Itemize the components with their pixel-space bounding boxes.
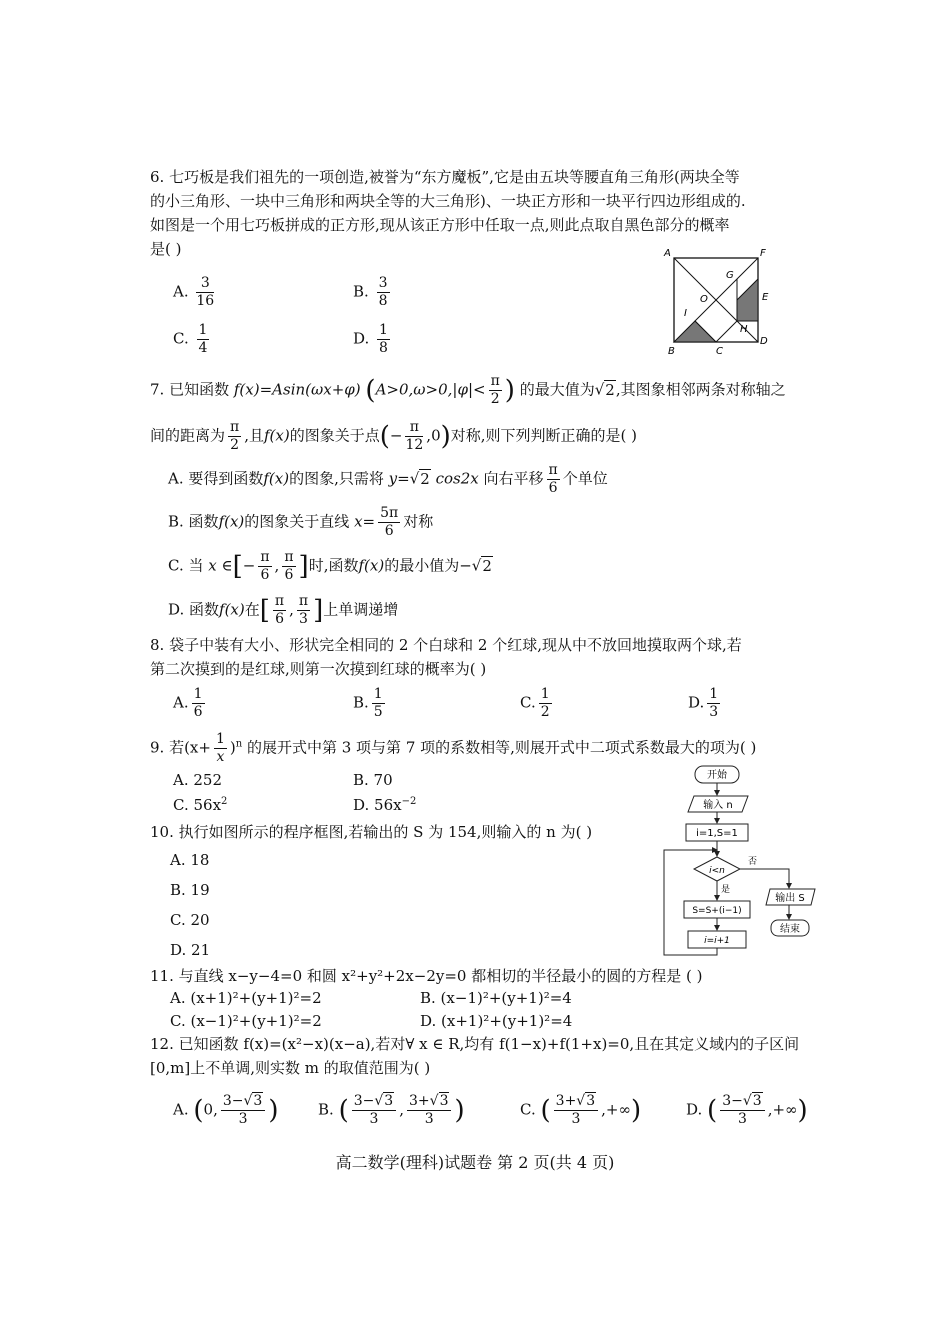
- q9-option-b: B. 70: [353, 771, 393, 789]
- q6-option-b: B. $\frac{3}{8}$: [353, 275, 388, 309]
- q6-line-4: 是( ): [150, 240, 182, 258]
- svg-text:i<n: i<n: [709, 866, 725, 876]
- q6-option-d: D. $\frac{1}{8}$: [353, 322, 388, 356]
- q12-option-c: C. ( $\frac{3+√3}{3}$ ,+∞): [520, 1093, 642, 1127]
- svg-text:否: 否: [748, 857, 758, 867]
- svg-text:i=i+1: i=i+1: [704, 936, 730, 946]
- fraction: $\frac{1}{4}$: [198, 322, 208, 356]
- question-10: 10. 执行如图所示的程序框图,若输出的 S 为 154,则输入的 n 为( ): [150, 823, 593, 841]
- q10-option-b: B. 19: [170, 881, 210, 899]
- svg-text:H: H: [740, 324, 748, 335]
- fraction: $\frac{3}{8}$: [378, 275, 388, 309]
- q7-option-b: B. 函数f(x)的图象关于直线 x= $\frac{5\pi}{6}$ 对称: [168, 505, 434, 539]
- q8-option-d: D. $\frac{1}{3}$: [688, 686, 719, 720]
- svg-text:F: F: [760, 248, 766, 259]
- q11-option-b: B. (x−1)²+(y+1)²=4: [420, 989, 572, 1007]
- svg-text:D: D: [760, 336, 768, 347]
- q12-option-a: A. (0, $\frac{3-√3}{3}$ ): [173, 1093, 279, 1127]
- svg-text:E: E: [762, 292, 769, 303]
- svg-text:I: I: [684, 308, 687, 319]
- q7-option-c: C. 当 x ∈[− $\frac{\pi}{6}$ , $\frac{\pi}{6}$ ]时,函数f(x)的最小值为−√2: [168, 549, 492, 583]
- svg-text:结束: 结束: [780, 924, 800, 935]
- q7-line-2: 间的距离为 $\frac{\pi}{2}$ ,且f(x)的图象关于点(− $\frac{\pi}{12}$ ,0)对称,则下列判断正确的是( ): [150, 419, 638, 453]
- q8-option-a: A. $\frac{1}{6}$: [173, 686, 203, 720]
- question-11: 11. 与直线 x−y−4=0 和圆 x²+y²+2x−2y=0 都相切的半径最小的圆的方程是 ( ): [150, 967, 703, 985]
- svg-text:输入 n: 输入 n: [703, 800, 733, 811]
- svg-text:B: B: [668, 346, 675, 356]
- tangram-figure: [662, 246, 782, 356]
- svg-text:i=1,S=1: i=1,S=1: [696, 828, 738, 839]
- q8-option-c: C. $\frac{1}{2}$: [520, 686, 550, 720]
- svg-text:S=S+(i−1): S=S+(i−1): [692, 906, 742, 916]
- question-8: 8. 袋子中装有大小、形状完全相同的 2 个白球和 2 个红球,现从中不放回地摸取两个球,若 第二次摸到的是红球,则第一次摸到红球的概率为( ): [150, 636, 742, 678]
- q7-option-a: A. 要得到函数f(x)的图象,只需将 y=√2 cos2x 向右平移 $\frac{\pi}{6}$ 个单位: [168, 462, 608, 496]
- q6-line-2: 的小三角形、一块中三角形和两块全等的大三角形)、一块正方形和一块平行四边形组成的.: [150, 192, 746, 210]
- q7-option-d: D. 函数f(x)在[ $\frac{\pi}{6}$ , $\frac{\pi}{3}$ ]上单调递增: [168, 593, 399, 627]
- q11-option-d: D. (x+1)²+(y+1)²=4: [420, 1012, 573, 1030]
- svg-text:C: C: [716, 346, 723, 356]
- q11-option-c: C. (x−1)²+(y+1)²=2: [170, 1012, 322, 1030]
- fraction: $\frac{1}{8}$: [379, 322, 388, 356]
- q11-option-a: A. (x+1)²+(y+1)²=2: [170, 989, 322, 1007]
- question-7: 7. 已知函数 f(x)=Asin(ωx+φ) (A>0,ω>0,|φ|< $\frac{\pi}{2}$ ) 的最大值为√2,其图象相邻两条对称轴之: [150, 373, 786, 407]
- q6-line-3: 如图是一个用七巧板拼成的正方形,现从该正方形中任取一点,则此点取自黑色部分的概率: [150, 216, 730, 234]
- svg-text:输出 S: 输出 S: [775, 893, 805, 904]
- q6-option-a: A. $\frac{3}{16}$: [173, 275, 215, 309]
- q6-line-1: 6. 七巧板是我们祖先的一项创造,被誉为“东方魔板”,它是由五块等腰直角三角形(两块全等: [150, 168, 740, 186]
- svg-text:是: 是: [721, 885, 731, 895]
- q10-option-d: D. 21: [170, 941, 211, 959]
- question-9: 9. 若(x+ $\frac{1}{x}$ )$^n$ 的展开式中第 3 项与第 7 项的系数相等,则展开式中二项式系数最大的项为( ): [150, 731, 757, 765]
- black-parallelogram: [737, 279, 758, 321]
- q10-option-c: C. 20: [170, 911, 210, 929]
- fraction: $\frac{3}{16}$: [196, 275, 215, 309]
- q9-option-c: C. $56x^2$: [173, 796, 228, 814]
- q10-option-a: A. 18: [170, 851, 210, 869]
- q12-option-b: B. ( $\frac{3-√3}{3}$ , $\frac{3+√3}{3}$ ): [318, 1093, 465, 1127]
- svg-text:G: G: [726, 270, 734, 281]
- q12-option-d: D. ( $\frac{3-√3}{3}$ ,+∞): [686, 1093, 808, 1127]
- svg-text:A: A: [664, 248, 671, 259]
- flowchart: [658, 764, 828, 959]
- q9-option-a: A. 252: [173, 771, 222, 789]
- q9-option-d: D. $56x^{-2}$: [353, 796, 417, 814]
- q6-option-c: C. $\frac{1}{4}$: [173, 322, 208, 356]
- svg-text:开始: 开始: [707, 770, 727, 781]
- question-12: 12. 已知函数 f(x)=(x²−x)(x−a),若对∀ x ∈ R,均有 f(1−x)+f(1+x)=0,且在其定义域内的子区间 [0,m]上不单调,则实数 m 的取值范围为( ): [150, 1035, 800, 1077]
- black-triangle: [674, 321, 716, 342]
- q8-option-b: B. $\frac{1}{5}$: [353, 686, 383, 720]
- page-footer: 高二数学(理科)试题卷 第 2 页(共 4 页): [335, 1153, 615, 1172]
- svg-text:O: O: [700, 294, 708, 305]
